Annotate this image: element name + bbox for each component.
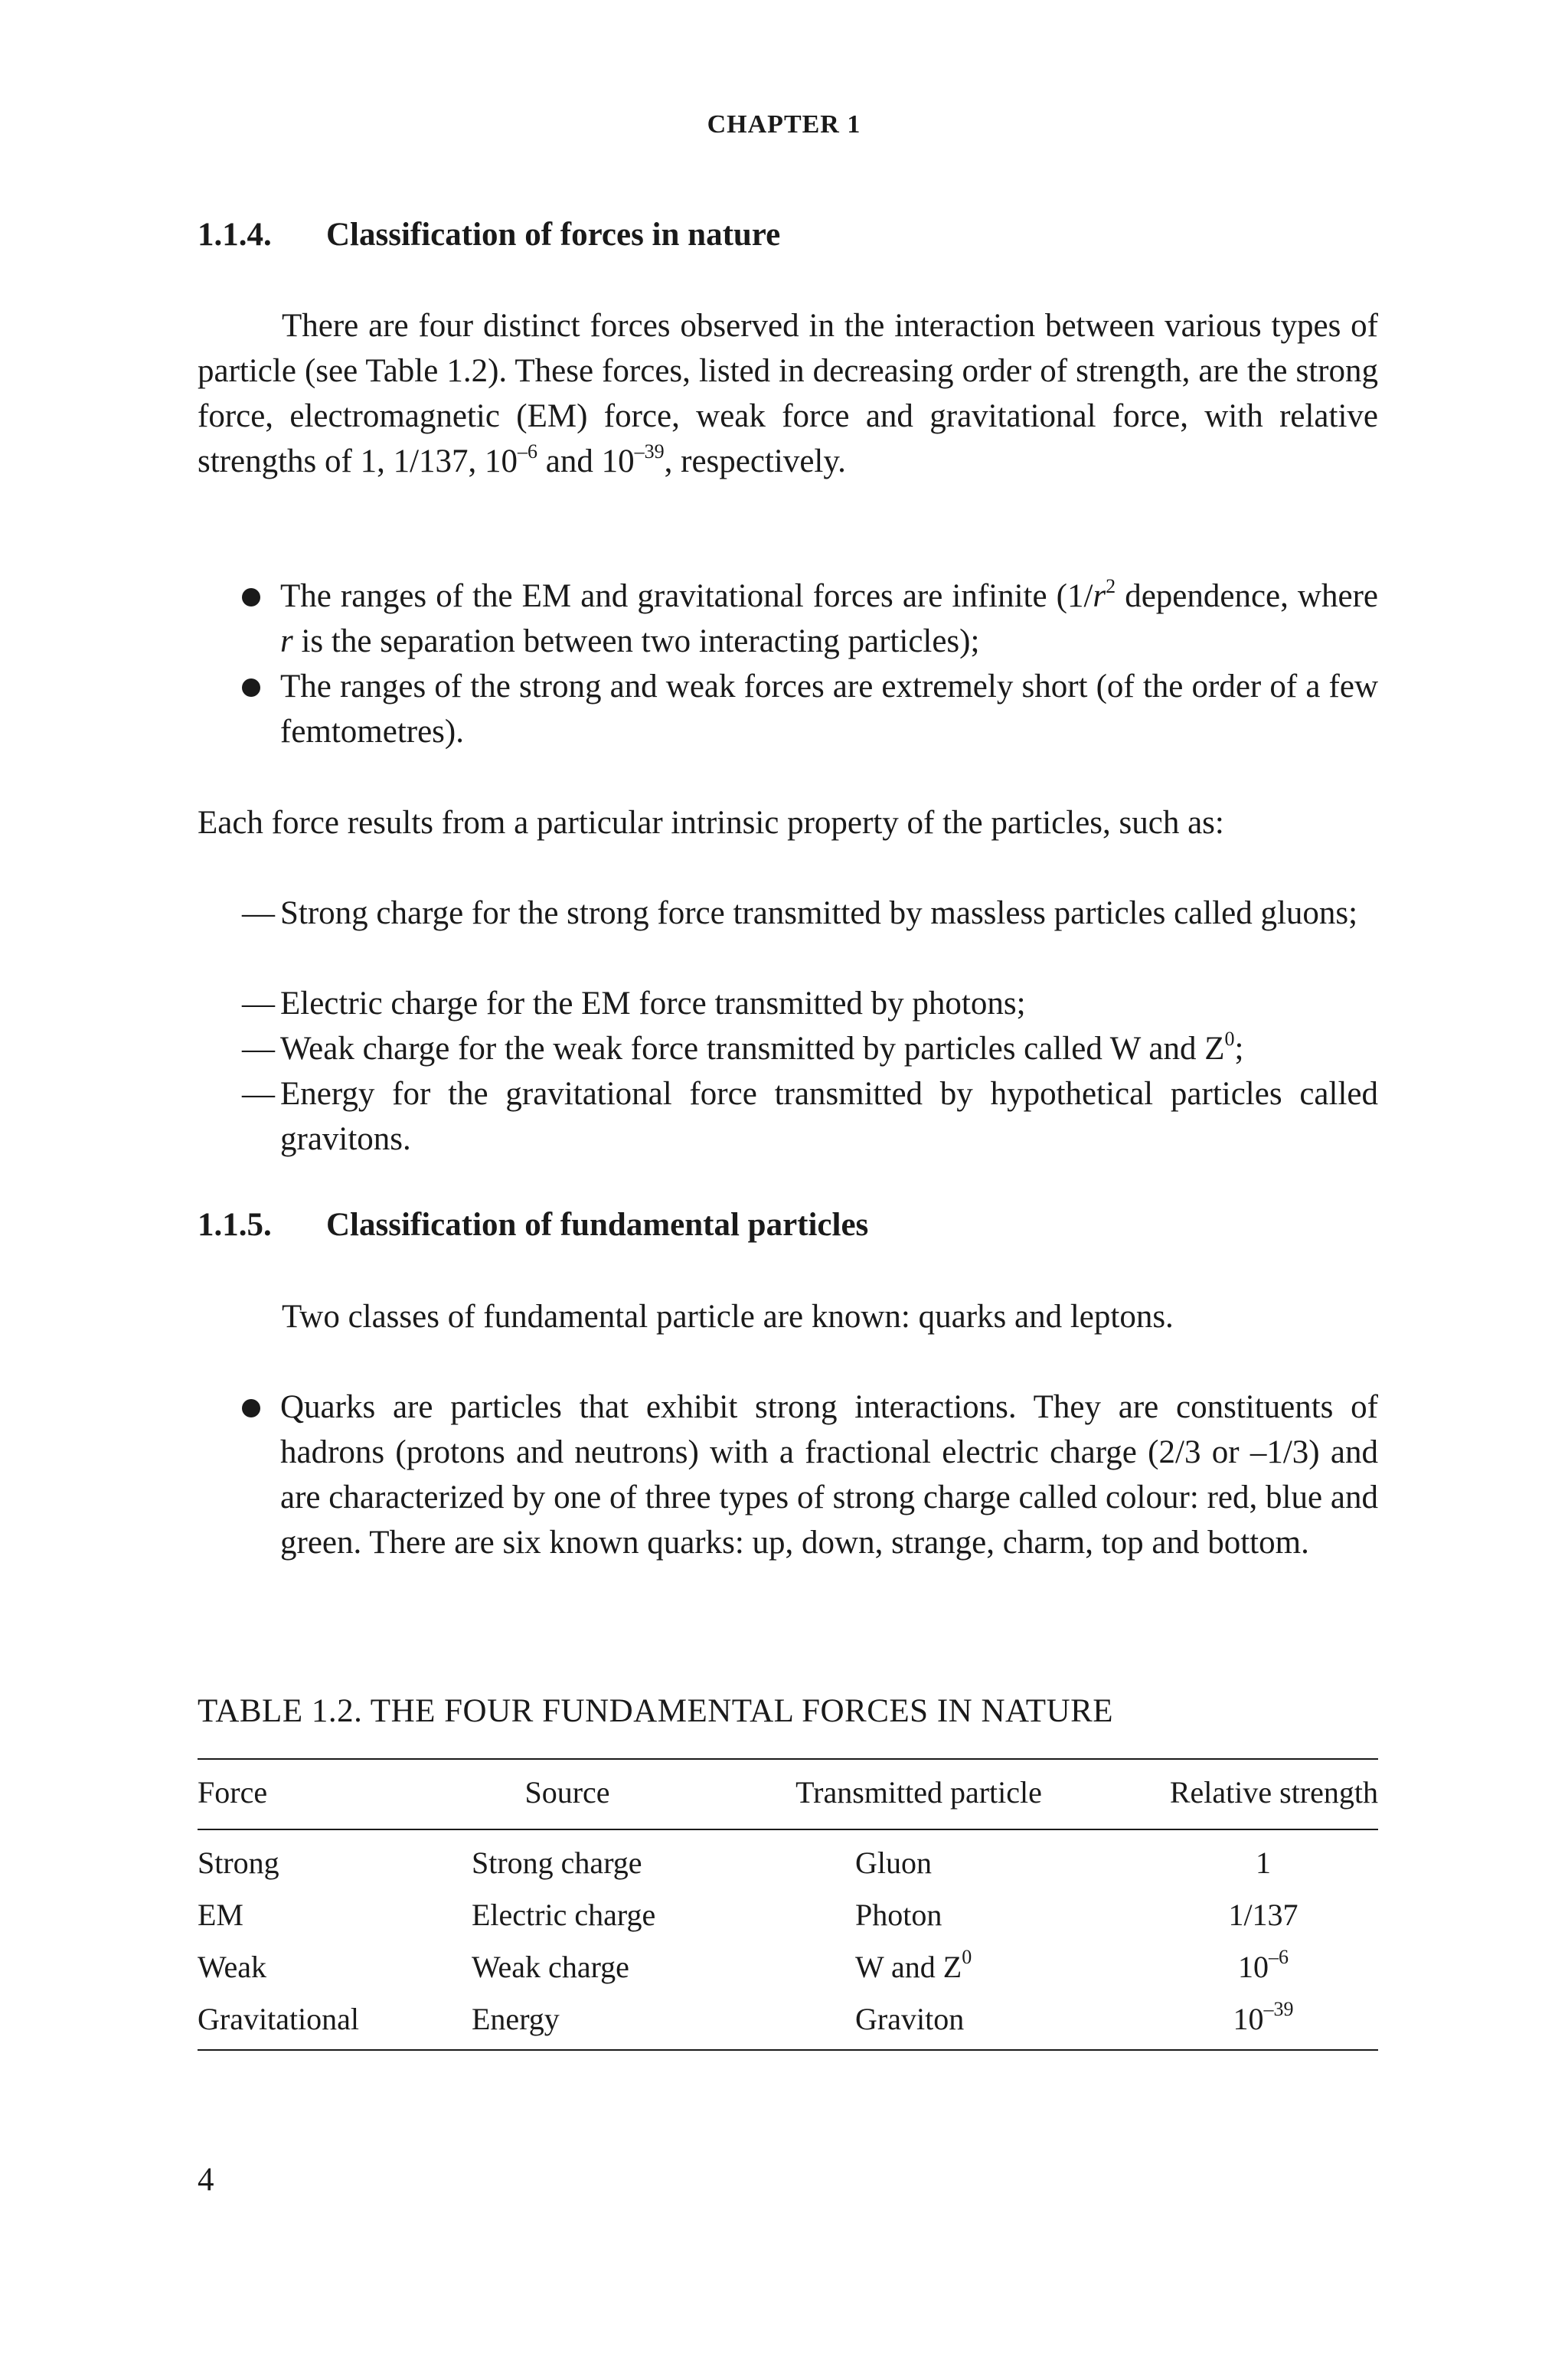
dash-marker: — bbox=[242, 986, 275, 1022]
bullet-icon bbox=[242, 664, 260, 709]
bullet-icon bbox=[242, 574, 260, 619]
section-heading-1-1-5 bbox=[198, 1206, 868, 1244]
list-item: — Electric charge for the EM force transmitted by photons; bbox=[242, 981, 1378, 1026]
column-header: Transmitted particle bbox=[795, 1775, 1042, 1810]
table-cell-strength: $10^{-6}$ bbox=[1238, 1946, 1289, 1984]
table-cell-strength: 1 bbox=[1256, 1846, 1271, 1880]
column-header: Force bbox=[198, 1775, 268, 1810]
table-cell-source: Strong charge bbox=[472, 1846, 642, 1880]
column-header: Relative strength bbox=[1169, 1775, 1378, 1810]
list-item: — Strong charge for the strong force transmitted by massless particles called gluons; bbox=[242, 891, 1378, 936]
section-number: 1.1.4. bbox=[198, 217, 272, 253]
section-number: 1.1.5. bbox=[198, 1207, 272, 1243]
page-number: 4 bbox=[198, 2162, 214, 2198]
table-cell-particle: Graviton bbox=[855, 2002, 965, 2036]
chapter-header: CHAPTER 1 bbox=[707, 110, 861, 139]
forces-intro-paragraph: There are four distinct forces observed in the interaction between various types of particle (see Table 1.2). These forces, listed in decreasing order of strength, are the strong force, electromagnetic (EM) force, weak force and gravitational force, with relative strengths of 1, 1/137, $10^{-6}$ and $10^{-39}$, respectively. bbox=[198, 308, 1378, 479]
table-cell-source: Energy bbox=[472, 2002, 560, 2036]
section-heading-1-1-4 bbox=[198, 216, 780, 253]
table-bottom-rule bbox=[198, 2049, 1378, 2051]
section-title: Classification of forces in nature bbox=[326, 217, 781, 253]
dash-marker: — bbox=[242, 1031, 275, 1067]
list-item: — Weak charge for the weak force transmitted by particles called W and $Z^0$; bbox=[242, 1026, 1378, 1071]
list-item: — Energy for the gravitational force transmitted by hypothetical particles called gravitons. bbox=[242, 1071, 1378, 1162]
table-cell-force: Weak bbox=[198, 1950, 267, 1984]
table-cell-force: EM bbox=[198, 1898, 243, 1932]
table-caption: TABLE 1.2. THE FOUR FUNDAMENTAL FORCES IN NATURE bbox=[198, 1693, 1114, 1729]
property-intro-paragraph: Each force results from a particular intrinsic property of the particles, such as: bbox=[198, 805, 1224, 841]
list-item: The ranges of the strong and weak forces are extremely short (of the order of a few femtometres). bbox=[242, 664, 1378, 754]
table-cell-strength: $10^{-39}$ bbox=[1233, 1998, 1294, 2036]
section-title: Classification of fundamental particles bbox=[326, 1207, 869, 1243]
table-top-rule bbox=[198, 1758, 1378, 1760]
dash-marker: — bbox=[242, 895, 275, 931]
particles-intro-paragraph: Two classes of fundamental particle are known: quarks and leptons. bbox=[282, 1299, 1174, 1335]
table-cell-strength: 1/137 bbox=[1228, 1898, 1298, 1932]
dash-marker: — bbox=[242, 1076, 275, 1112]
list-item: Quarks are particles that exhibit strong interactions. They are constituents of hadrons (protons and neutrons) with a fractional electric charge (2/3 or –1/3) and are characterized by one of three types of strong charge called colour: red, blue and green. There are six known quarks: up, down, strange, charm, top and bottom. bbox=[242, 1385, 1378, 1565]
table-cell-particle: Gluon bbox=[855, 1846, 932, 1880]
table-header-rule bbox=[198, 1829, 1378, 1830]
column-header: Source bbox=[524, 1775, 610, 1810]
table-cell-particle: Photon bbox=[855, 1898, 942, 1932]
table-cell-force: Gravitational bbox=[198, 2002, 360, 2036]
table-cell-source: Electric charge bbox=[472, 1898, 656, 1932]
table-cell-source: Weak charge bbox=[472, 1950, 629, 1984]
table-cell-force: Strong bbox=[198, 1846, 279, 1880]
bullet-icon bbox=[242, 1385, 260, 1430]
list-item: The ranges of the EM and gravitational forces are infinite ($1/r^2$ dependence, where r is the separation between two interacting particles); bbox=[242, 574, 1378, 664]
table-cell-particle: W and $Z^0$ bbox=[855, 1946, 972, 1984]
